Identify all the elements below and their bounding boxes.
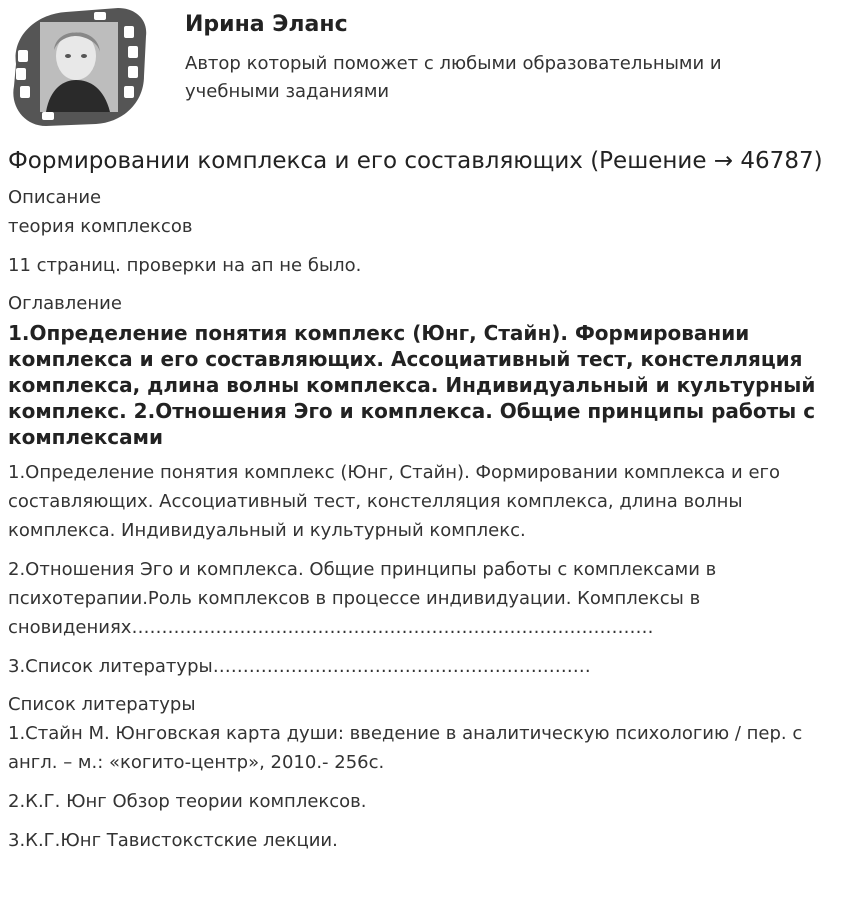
description-label: Описание bbox=[8, 187, 102, 208]
reference-item: 1.Стайн М. Юнговская карта души: введение в аналитическую психологию / пер. с англ. – м.: «когито-центр», 2010.- 256с. bbox=[8, 723, 803, 773]
author-header bbox=[0, 0, 847, 135]
toc-item: 2.Отношения Эго и комплекса. Общие принципы работы с комплексами в психотерапии.Роль комплексов в процессе индивидуации. Комплексы в сновидениях…………………………………………………………………………… bbox=[8, 559, 717, 638]
main-content bbox=[8, 146, 838, 865]
description-text: теория комплексов bbox=[8, 216, 193, 237]
toc-item: 3.Список литературы……………………………………………………… bbox=[8, 656, 591, 677]
film-frame-avatar-icon bbox=[6, 6, 152, 128]
toc-label: Оглавление bbox=[8, 293, 122, 314]
author-description: Автор который поможет с любыми образовательными и учебными заданиями bbox=[185, 53, 722, 102]
reference-item: 2.К.Г. Юнг Обзор теории комплексов. bbox=[8, 791, 367, 812]
author-name[interactable]: Ирина Эланс bbox=[185, 12, 348, 37]
reference-item: 3.К.Г.Юнг Тавистокстские лекции. bbox=[8, 830, 338, 851]
toc-heading: 1.Определение понятия комплекс (Юнг, Стайн). Формировании комплекса и его составляющих. Ассоциативный тест, констелляция комплекса, длина волны комплекса. Индивидуальный и культурный комплекс. 2.Отношения Эго и комплекса. Общие принципы работы с комплексами bbox=[8, 321, 816, 449]
page-title: Формировании комплекса и его составляющих (Решение → 46787) bbox=[8, 148, 823, 174]
description-note: 11 страниц. проверки на ап не было. bbox=[8, 255, 362, 276]
references-label: Список литературы bbox=[8, 694, 196, 715]
toc-item: 1.Определение понятия комплекс (Юнг, Стайн). Формировании комплекса и его составляющих. Ассоциативный тест, констелляция комплекса, длина волны комплекса. Индивидуальный и культурный комплекс. bbox=[8, 462, 780, 541]
author-avatar[interactable] bbox=[6, 6, 152, 128]
